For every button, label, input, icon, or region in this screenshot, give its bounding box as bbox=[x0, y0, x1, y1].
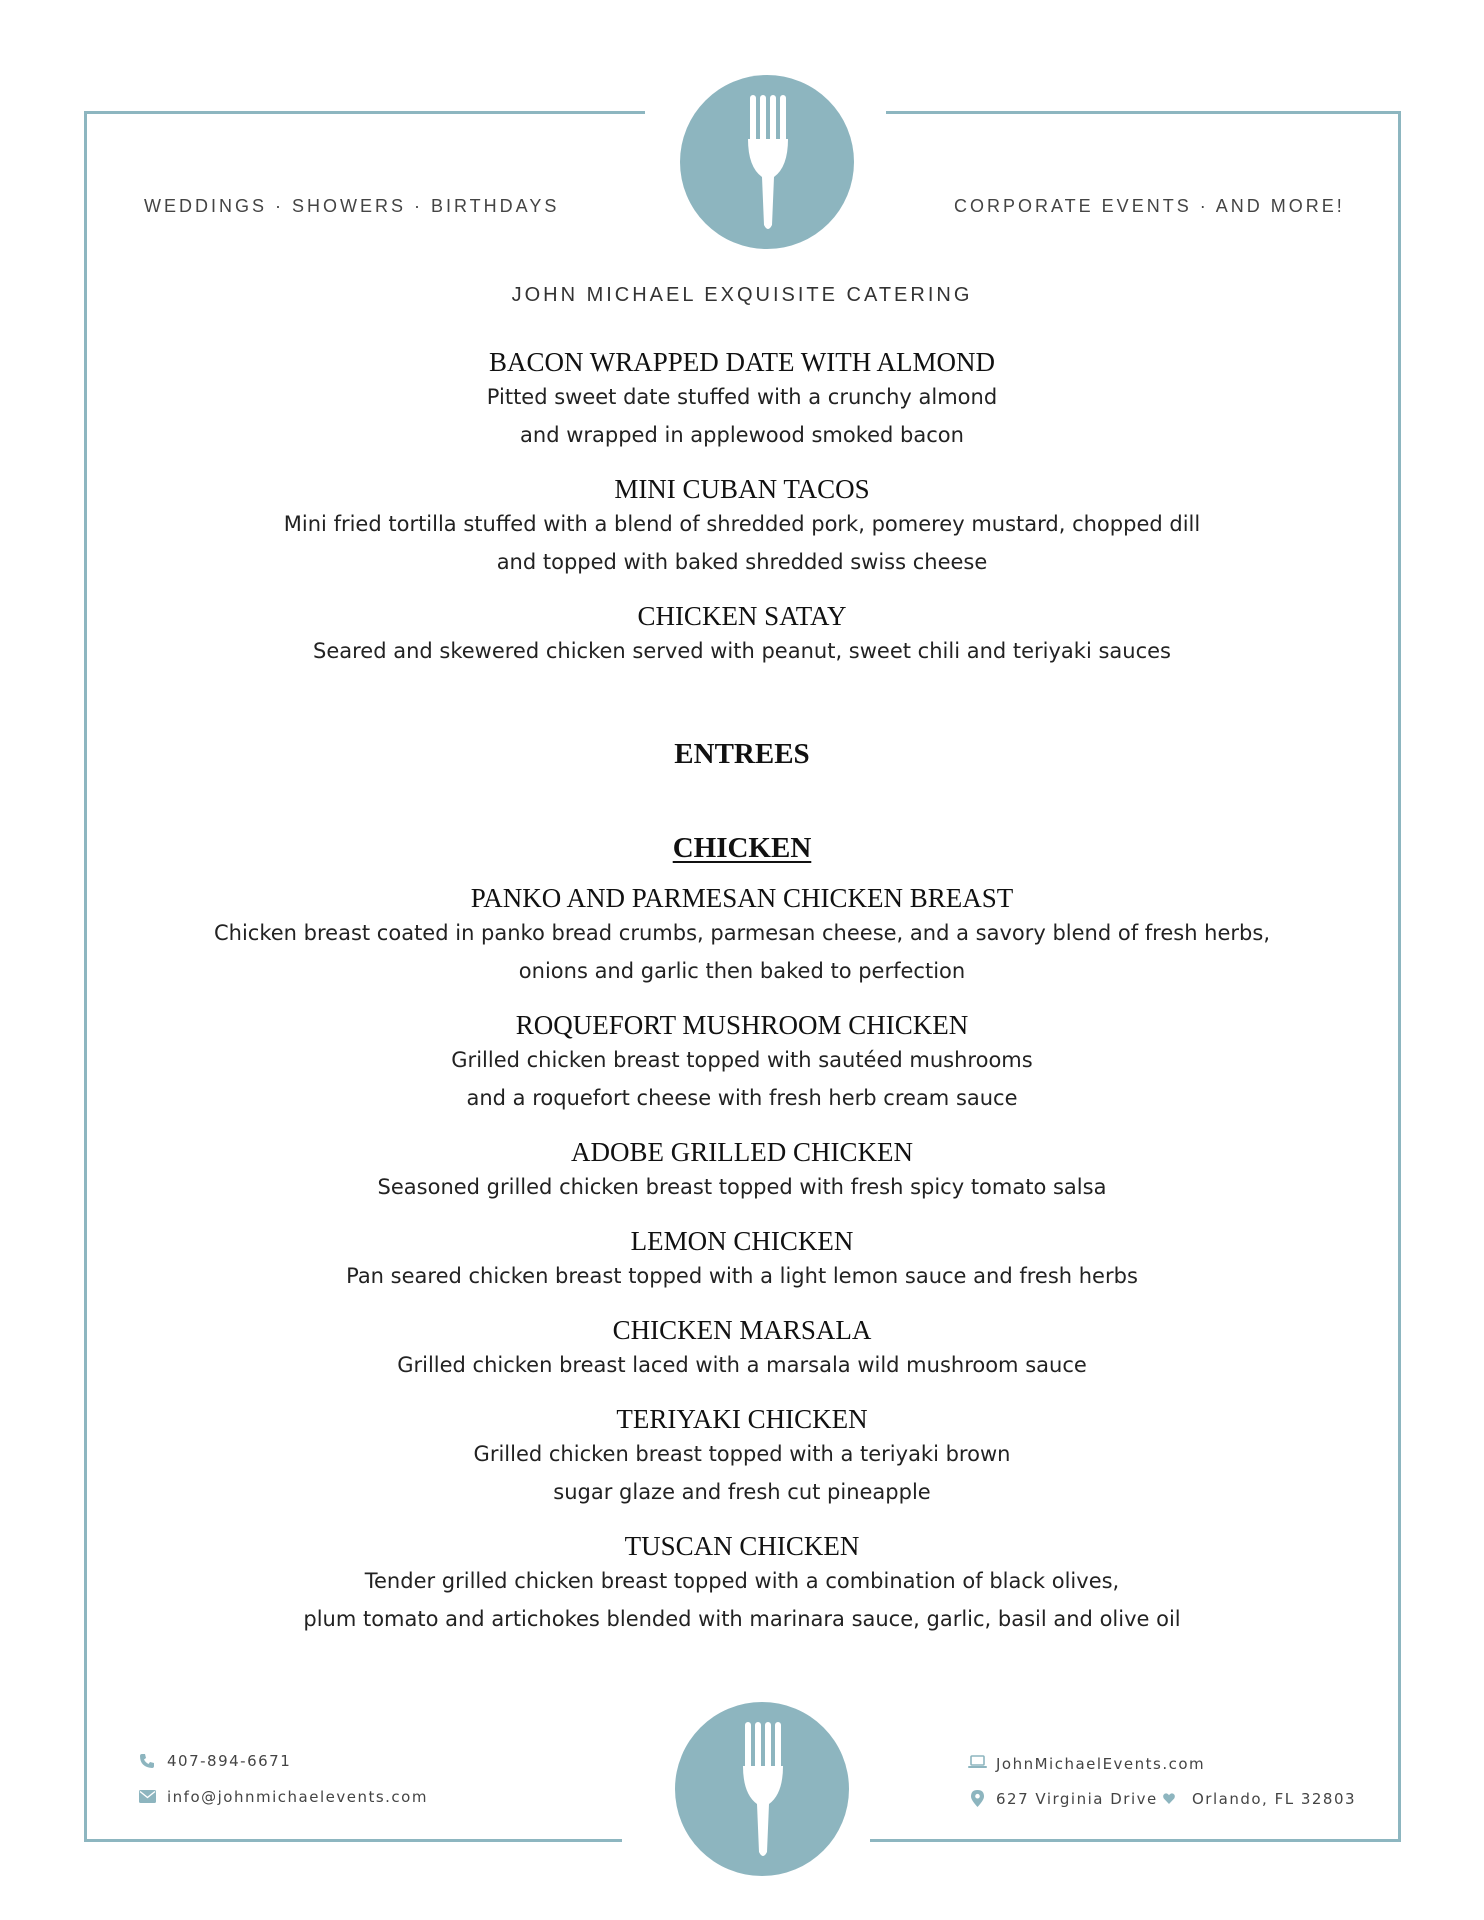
item-desc: and a roquefort cheese with fresh herb cream sauce bbox=[466, 1086, 1018, 1110]
item-desc: Mini fried tortilla stuffed with a blend of shredded pork, pomerey mustard, chopped dill bbox=[283, 512, 1201, 536]
menu-item-adobe bbox=[0, 1136, 1484, 1206]
item-desc: sugar glaze and fresh cut pineapple bbox=[553, 1480, 931, 1504]
menu-item-lemon bbox=[0, 1225, 1484, 1295]
tagline-left: WEDDINGS · SHOWERS · BIRTHDAYS bbox=[144, 196, 560, 216]
laptop-icon bbox=[968, 1755, 987, 1769]
item-name: LEMON CHICKEN bbox=[630, 1226, 854, 1256]
item-desc: Grilled chicken breast laced with a marsala wild mushroom sauce bbox=[397, 1353, 1087, 1377]
item-desc: and wrapped in applewood smoked bacon bbox=[520, 423, 964, 447]
item-desc: Seared and skewered chicken served with peanut, sweet chili and teriyaki sauces bbox=[312, 639, 1172, 663]
menu-item-marsala bbox=[0, 1314, 1484, 1384]
item-name: PANKO AND PARMESAN CHICKEN BREAST bbox=[470, 883, 1014, 913]
fork-logo-bottom bbox=[675, 1702, 849, 1876]
menu-item-teriyaki bbox=[0, 1403, 1484, 1511]
item-desc: Pitted sweet date stuffed with a crunchy almond bbox=[486, 385, 998, 409]
item-desc: plum tomato and artichokes blended with marinara sauce, garlic, basil and olive oil bbox=[303, 1607, 1181, 1631]
item-desc: onions and garlic then baked to perfection bbox=[518, 959, 966, 983]
item-name: TUSCAN CHICKEN bbox=[624, 1531, 860, 1561]
menu-item-chicken-satay bbox=[0, 600, 1484, 670]
menu-content bbox=[0, 346, 1484, 1657]
frame-top-right-line bbox=[886, 111, 1401, 114]
item-name: CHICKEN MARSALA bbox=[612, 1315, 872, 1345]
tagline-right: CORPORATE EVENTS · AND MORE! bbox=[954, 196, 1345, 216]
item-desc: Grilled chicken breast topped with sautéed mushrooms bbox=[451, 1048, 1033, 1072]
fork-icon bbox=[675, 1702, 849, 1876]
item-name: TERIYAKI CHICKEN bbox=[616, 1404, 868, 1434]
frame-top-left-line bbox=[84, 111, 645, 114]
footer-email[interactable]: info@johnmichaelevents.com bbox=[167, 1788, 428, 1806]
footer-website[interactable]: JohnMichaelEvents.com bbox=[996, 1755, 1206, 1773]
item-desc: Pan seared chicken breast topped with a light lemon sauce and fresh herbs bbox=[346, 1264, 1138, 1288]
fork-icon bbox=[680, 75, 854, 249]
item-name: ADOBE GRILLED CHICKEN bbox=[571, 1137, 913, 1167]
item-desc: Chicken breast coated in panko bread crumbs, parmesan cheese, and a savory blend of fresh herbs, bbox=[214, 921, 1270, 945]
heart-icon bbox=[1163, 1793, 1175, 1804]
item-name: CHICKEN SATAY bbox=[637, 601, 847, 631]
mail-icon bbox=[139, 1790, 156, 1803]
item-desc: Tender grilled chicken breast topped with a combination of black olives, bbox=[364, 1569, 1120, 1593]
subsection-title-chicken: CHICKEN bbox=[672, 832, 812, 864]
menu-item-bacon-date bbox=[0, 346, 1484, 454]
fork-logo-top bbox=[680, 75, 854, 249]
footer-phone[interactable]: 407-894-6671 bbox=[167, 1752, 292, 1770]
menu-item-panko-parmesan bbox=[0, 882, 1484, 990]
company-name: JOHN MICHAEL EXQUISITE CATERING bbox=[511, 284, 973, 306]
phone-icon bbox=[139, 1753, 155, 1769]
item-name: MINI CUBAN TACOS bbox=[614, 474, 870, 504]
footer-address: 627 Virginia Drive bbox=[996, 1790, 1158, 1808]
item-name: BACON WRAPPED DATE WITH ALMOND bbox=[488, 347, 995, 377]
item-desc: Seasoned grilled chicken breast topped with fresh spicy tomato salsa bbox=[377, 1175, 1107, 1199]
item-desc: Grilled chicken breast topped with a teriyaki brown bbox=[473, 1442, 1011, 1466]
item-desc: and topped with baked shredded swiss cheese bbox=[496, 550, 988, 574]
item-name: ROQUEFORT MUSHROOM CHICKEN bbox=[515, 1010, 969, 1040]
section-title-entrees: ENTREES bbox=[674, 738, 810, 770]
location-pin-icon bbox=[971, 1790, 984, 1807]
frame-bottom-left-line bbox=[84, 1839, 622, 1842]
menu-item-tuscan bbox=[0, 1530, 1484, 1638]
footer-city: Orlando, FL 32803 bbox=[1192, 1790, 1357, 1808]
frame-bottom-right-line bbox=[870, 1839, 1401, 1842]
menu-item-roquefort bbox=[0, 1009, 1484, 1117]
menu-item-cuban-tacos bbox=[0, 473, 1484, 581]
